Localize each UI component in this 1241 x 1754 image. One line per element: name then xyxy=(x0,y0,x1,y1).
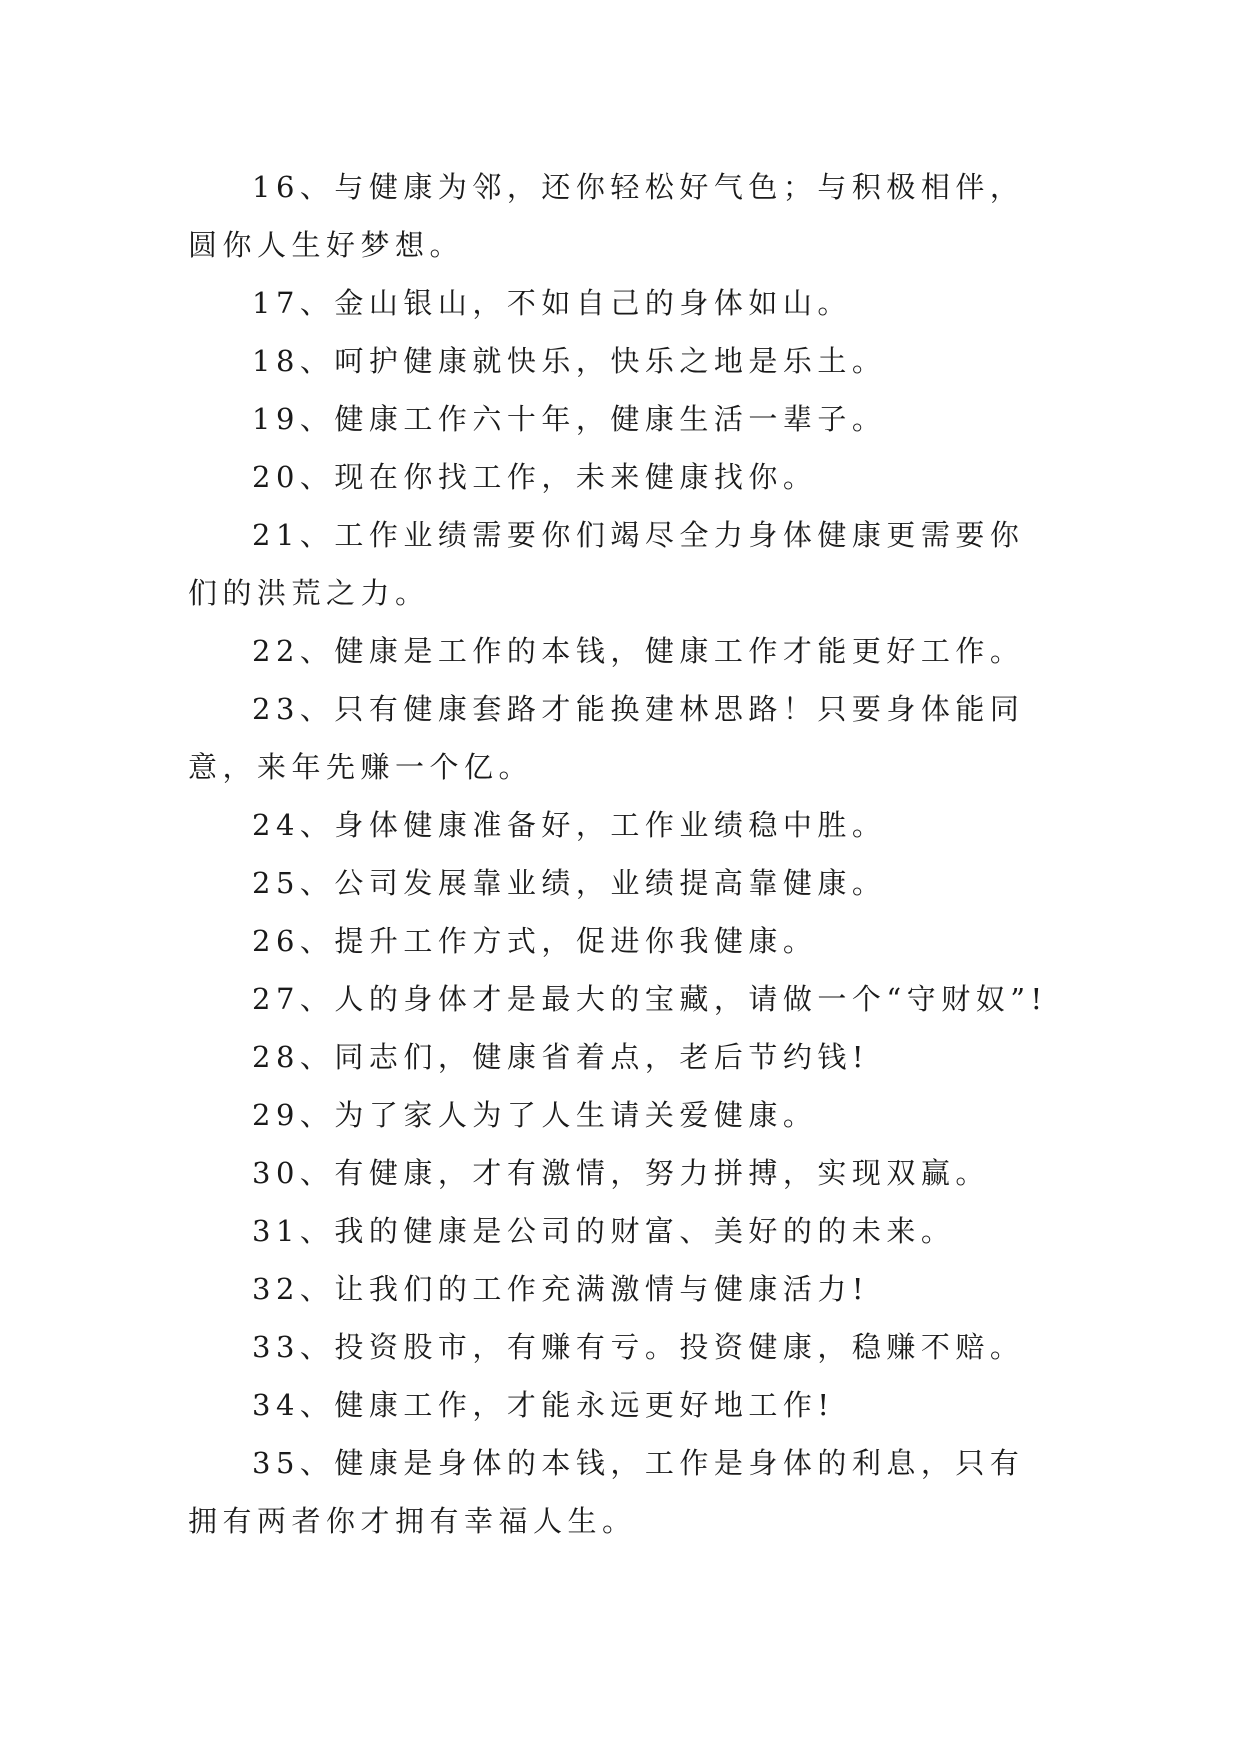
paragraph-19: 19、健康工作六十年，健康生活一辈子。 xyxy=(252,402,887,436)
paragraph-24: 24、身体健康准备好，工作业绩稳中胜。 xyxy=(252,808,887,842)
paragraph-16: 16、与健康为邻，还你轻松好气色；与积极相伴，圆你人生好梦想。 xyxy=(188,170,1025,262)
paragraph-22: 22、健康是工作的本钱，健康工作才能更好工作。 xyxy=(252,634,1025,668)
paragraph-18: 18、呵护健康就快乐，快乐之地是乐土。 xyxy=(252,344,887,378)
paragraph-23: 23、只有健康套路才能换建林思路！只要身体能同意，来年先赚一个亿。 xyxy=(188,692,1025,784)
paragraph-33: 33、投资股市，有赚有亏。投资健康，稳赚不赔。 xyxy=(252,1330,1025,1364)
paragraph-28: 28、同志们，健康省着点，老后节约钱! xyxy=(252,1040,870,1074)
paragraph-31: 31、我的健康是公司的财富、美好的的未来。 xyxy=(252,1214,956,1248)
paragraph-30: 30、有健康，才有激情，努力拼搏，实现双赢。 xyxy=(252,1156,990,1190)
document-body xyxy=(188,158,1058,1550)
paragraph-21: 21、工作业绩需要你们竭尽全力身体健康更需要你们的洪荒之力。 xyxy=(188,518,1025,610)
paragraph-27: 27、人的身体才是最大的宝藏，请做一个“守财奴”! xyxy=(252,982,1048,1016)
paragraph-20: 20、现在你找工作，未来健康找你。 xyxy=(252,460,818,494)
paragraph-25: 25、公司发展靠业绩，业绩提高靠健康。 xyxy=(252,866,887,900)
paragraph-26: 26、提升工作方式，促进你我健康。 xyxy=(252,924,818,958)
paragraph-34: 34、健康工作，才能永远更好地工作! xyxy=(252,1388,835,1422)
paragraph-35: 35、健康是身体的本钱，工作是身体的利息，只有拥有两者你才拥有幸福人生。 xyxy=(188,1446,1025,1538)
paragraph-17: 17、金山银山，不如自己的身体如山。 xyxy=(252,286,852,320)
paragraph-32: 32、让我们的工作充满激情与健康活力! xyxy=(252,1272,870,1306)
paragraph-29: 29、为了家人为了人生请关爱健康。 xyxy=(252,1098,818,1132)
